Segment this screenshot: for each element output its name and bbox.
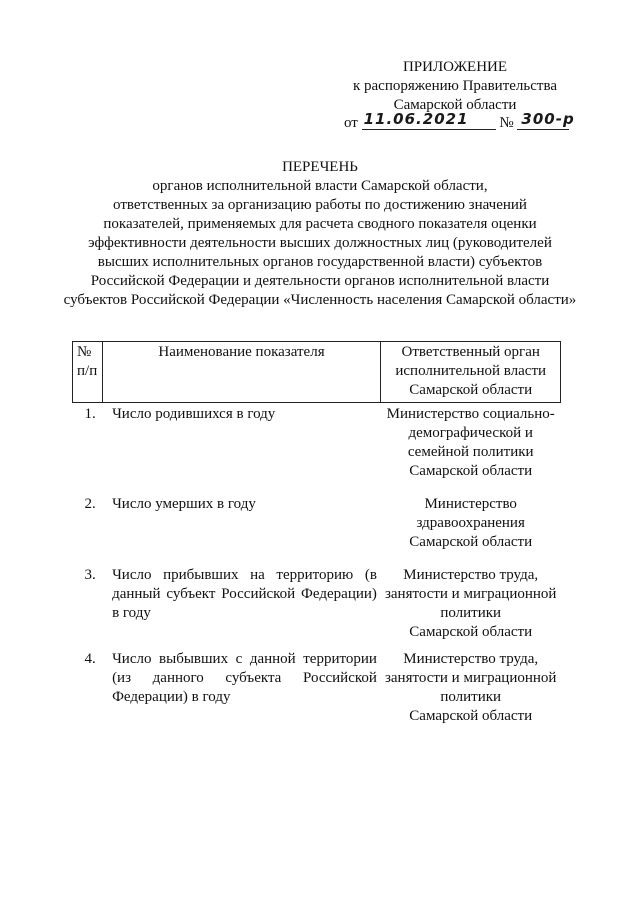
- indicator-name: Число родившихся в году: [112, 406, 276, 422]
- indicator-name: Число выбывших с данной территории (из данного субъекта Российской Федерации) в году: [112, 651, 377, 705]
- date-field: [362, 110, 496, 130]
- decree-date-number: [344, 110, 584, 133]
- document-title: [60, 158, 580, 310]
- title-line: субъектов Российской Федерации «Численность населения Самарской области»: [63, 292, 577, 308]
- table-row: [73, 648, 561, 726]
- title-line: ответственных за организацию работы по достижению значений: [113, 197, 527, 213]
- title-line: эффективности деятельности высших должностных лиц (руководителей: [88, 235, 552, 251]
- appendix-header: [330, 58, 580, 115]
- date-prefix: от: [344, 115, 358, 131]
- appendix-title: ПРИЛОЖЕНИЕ: [402, 59, 508, 75]
- row-number: 2.: [84, 496, 96, 512]
- table-header-row: [73, 342, 561, 403]
- title-line: высших исполнительных органов государственной власти) субъектов: [97, 254, 543, 270]
- responsible-body: Министерство здравоохранения Самарской области: [409, 496, 533, 550]
- row-number: 3.: [84, 567, 96, 583]
- header-indicator-name: Наименование показателя: [102, 342, 381, 403]
- indicator-name: Число прибывших на территорию (в данный субъект Российской Федерации) в году: [112, 567, 377, 621]
- indicators-table: [72, 341, 561, 726]
- table-row: [73, 403, 561, 494]
- indicator-name: Число умерших в году: [112, 496, 256, 512]
- responsible-body: Министерство социально- демографической и семейной политики Самарской области: [386, 406, 555, 479]
- handwritten-date: 11.06.2021: [363, 110, 469, 128]
- row-number: 1.: [84, 406, 96, 422]
- appendix-region-line: Самарской области: [393, 97, 517, 113]
- row-number: 4.: [84, 651, 96, 667]
- number-prefix: №: [499, 115, 514, 131]
- title-line: органов исполнительной власти Самарской области,: [152, 178, 488, 194]
- title-line: показателей, применяемых для расчета сводного показателя оценки: [103, 216, 537, 232]
- appendix-decree-line: к распоряжению Правительства: [352, 78, 557, 94]
- title-line: Российской Федерации и деятельности органов исполнительной власти: [90, 273, 550, 289]
- header-responsible-body: Ответственный орган исполнительной власти Самарской области: [381, 342, 561, 403]
- title-heading: ПЕРЕЧЕНЬ: [282, 159, 358, 175]
- handwritten-number: 300-р: [521, 110, 575, 128]
- number-field: [517, 110, 575, 130]
- table-row: [73, 493, 561, 564]
- header-num: № п/п: [73, 342, 103, 403]
- table-row: [73, 564, 561, 648]
- responsible-body: Министерство труда, занятости и миграционной политики Самарской области: [384, 567, 557, 640]
- responsible-body: Министерство труда, занятости и миграционной политики Самарской области: [384, 651, 557, 724]
